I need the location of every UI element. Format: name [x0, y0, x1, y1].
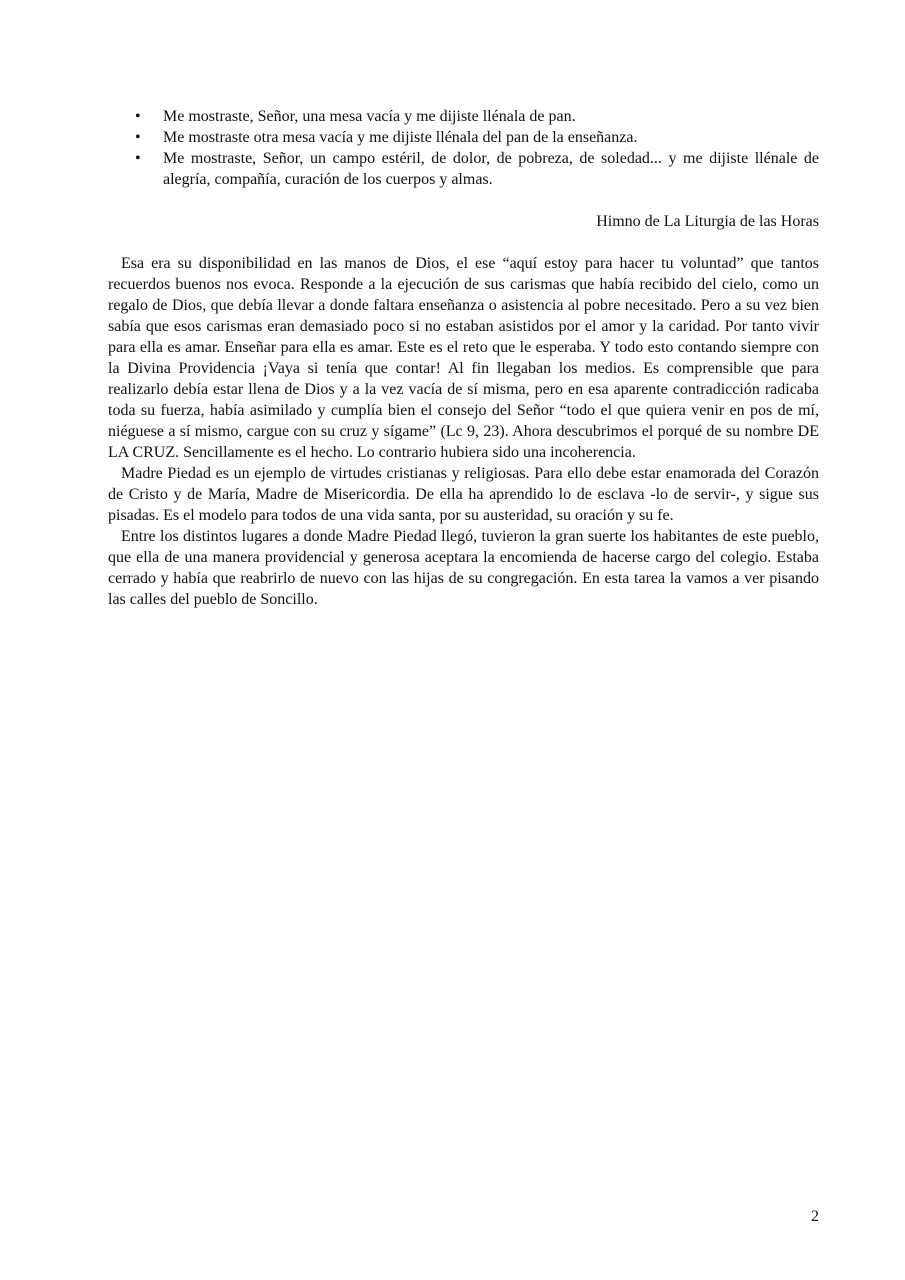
bullet-icon: •	[135, 108, 141, 125]
list-item	[108, 127, 819, 148]
list-item	[108, 148, 819, 190]
paragraph: Entre los distintos lugares a donde Madre Piedad llegó, tuvieron la gran suerte los habitantes de este pueblo, que ella de una manera providencial y generosa aceptara la encomienda de hacerse cargo del colegio. Estaba cerrado y había que reabrirlo de nuevo con las hijas de su congregación. En esta tarea la vamos a ver pisando las calles del pueblo de Soncillo.	[108, 528, 819, 608]
body-text	[108, 253, 819, 610]
page-number: 2	[811, 1208, 819, 1225]
bullet-icon: •	[135, 150, 141, 167]
bullet-text: Me mostraste, Señor, un campo estéril, de dolor, de pobreza, de soledad... y me dijiste llénale de alegría, compañía, curación de los cuerpos y almas.	[163, 150, 819, 188]
bullet-text: Me mostraste otra mesa vacía y me dijiste llénala del pan de la enseñanza.	[163, 129, 638, 146]
hymn-attribution: Himno de La Liturgia de las Horas	[596, 213, 819, 230]
paragraph: Esa era su disponibilidad en las manos de Dios, el ese “aquí estoy para hacer tu voluntad” que tantos recuerdos buenos nos evoca. Responde a la ejecución de sus carismas que había recibido del cielo, como un regalo de Dios, que debía llevar a donde faltara enseñanza o asistencia al pobre necesitado. Pero a su vez bien sabía que esos carismas eran demasiado poco si no estaban asistidos por el amor y la caridad. Por tanto vivir para ella es amar. Enseñar para ella es amar. Este es el reto que le esperaba. Y todo esto contando siempre con la Divina Providencia ¡Vaya si tenía que contar! Al fin llegaban los medios. Es comprensible que para realizarlo debía estar llena de Dios y a la vez vacía de sí misma, pero en esa aparente contradicción radicaba toda su fuerza, había asimilado y cumplía bien el consejo del Señor “todo el que quiera venir en pos de mí, niéguese a sí mismo, cargue con su cruz y sígame” (Lc 9, 23). Ahora descubrimos el porqué de su nombre DE LA CRUZ. Sencillamente es el hecho. Lo contrario hubiera sido una incoherencia.	[108, 255, 819, 461]
bullet-text: Me mostraste, Señor, una mesa vacía y me dijiste llénala de pan.	[163, 108, 576, 125]
document-page	[108, 106, 819, 610]
hymn-bullet-list	[108, 106, 819, 190]
bullet-icon: •	[135, 129, 141, 146]
list-item	[108, 106, 819, 127]
paragraph: Madre Piedad es un ejemplo de virtudes cristianas y religiosas. Para ello debe estar enamorada del Corazón de Cristo y de María, Madre de Misericordia. De ella ha aprendido lo de esclava -lo de servir-, y sigue sus pisadas. Es el modelo para todos de una vida santa, por su austeridad, su oración y su fe.	[108, 465, 819, 524]
